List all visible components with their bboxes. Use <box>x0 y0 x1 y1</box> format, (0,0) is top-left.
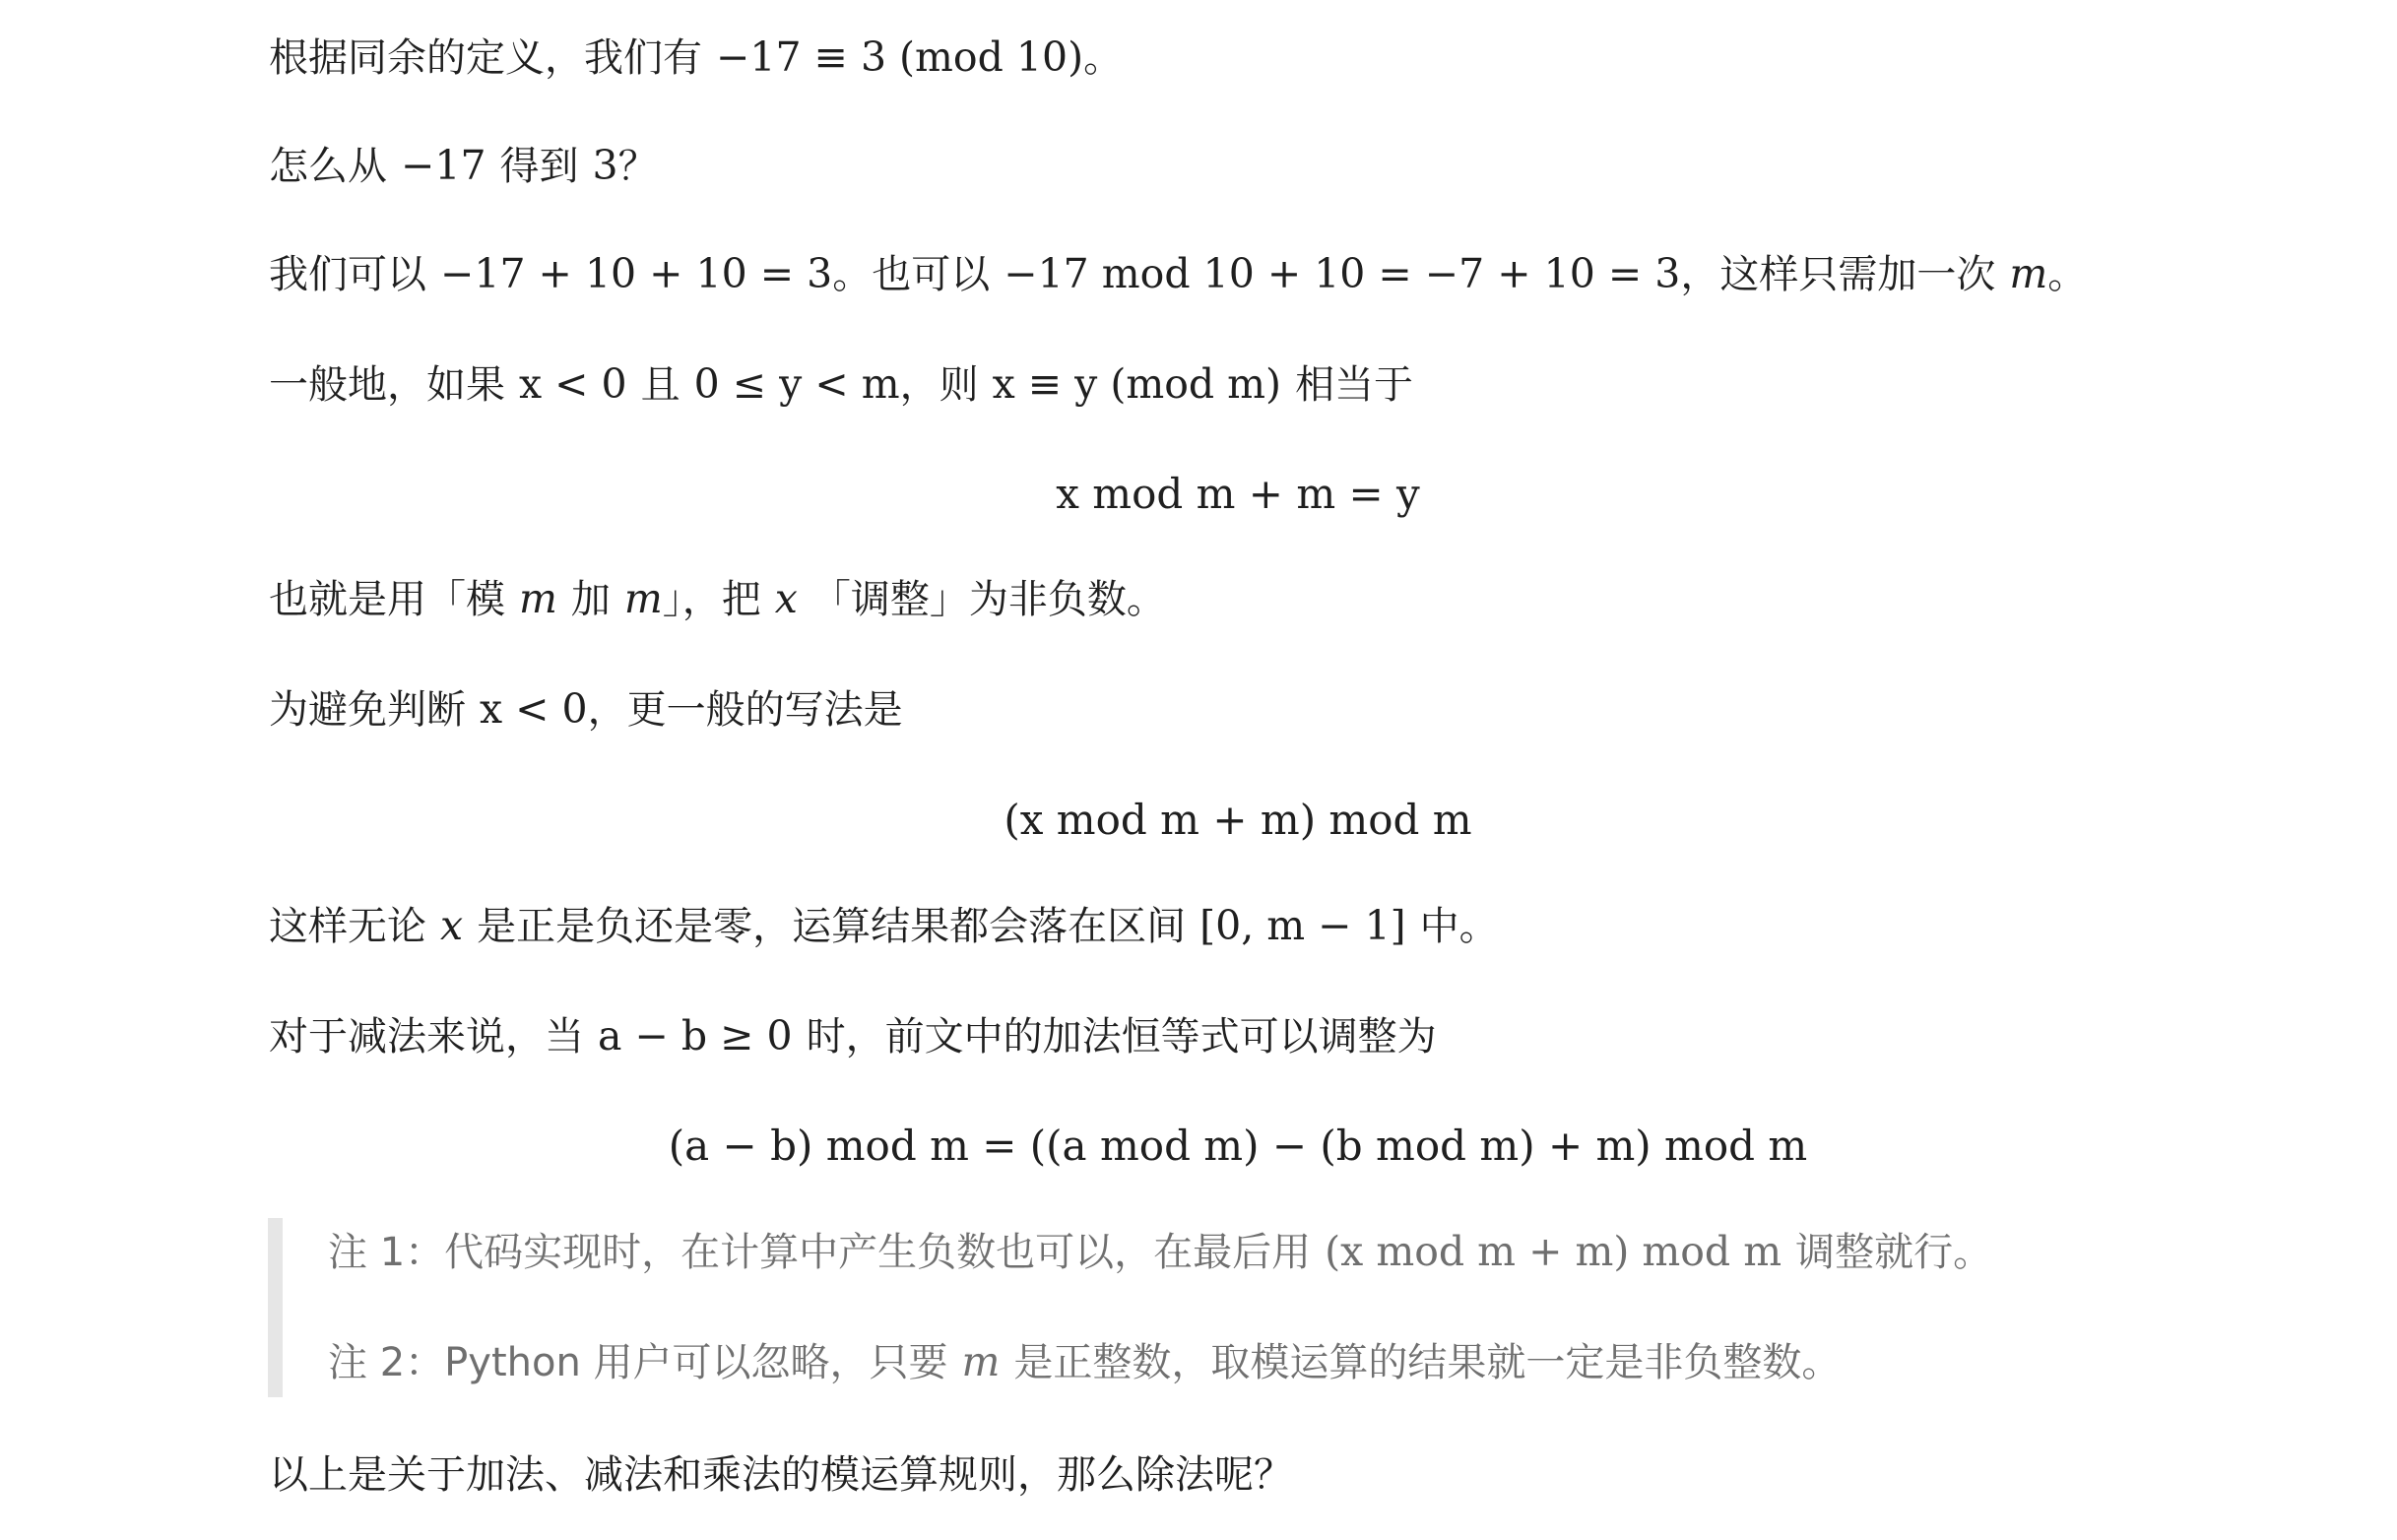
note: 注 1：代码实现时，在计算中产生负数也可以，在最后用 (x mod m + m) mod m 调整就行。 <box>328 1228 1993 1275</box>
note: 注 2：Python 用户可以忽略，只要 m 是正整数，取模运算的结果就一定是非负整数。 <box>328 1338 1842 1385</box>
math-inline: −17 mod 10 + 10 = −7 + 10 = 3 <box>1004 250 1681 297</box>
paragraph: 我们可以 −17 + 10 + 10 = 3。也可以 −17 mod 10 + 10 = −7 + 10 = 3，这样只需加一次 m。 <box>269 250 2088 297</box>
math-display: (a − b) mod m = ((a mod m) − (b mod m) + m) mod m <box>668 1122 1808 1170</box>
paragraph: 以上是关于加法、减法和乘法的模运算规则，那么除法呢？ <box>269 1452 1293 1498</box>
paragraph: 一般地，如果 x < 0 且 0 ≤ y < m，则 x ≡ y (mod m) 相当于 <box>269 360 1414 408</box>
math-inline: m <box>623 575 663 622</box>
math-inline: −17 <box>401 142 486 189</box>
paragraph: 为避免判断 x < 0，更一般的写法是 <box>269 685 903 733</box>
paragraph: 也就是用「模 m 加 m」，把 x 「调整」为非负数。 <box>269 575 1166 622</box>
math-inline: 3 <box>592 142 618 189</box>
math-inline: −17 + 10 + 10 = 3 <box>440 250 833 297</box>
blockquote-bar <box>268 1218 283 1397</box>
math-inline: x <box>774 575 798 622</box>
math-inline: x ≡ y (mod m) <box>992 360 1282 408</box>
paragraph: 怎么从 −17 得到 3？ <box>269 142 658 189</box>
math-inline: m <box>2009 250 2048 297</box>
math-inline: [0, m − 1] <box>1199 902 1406 949</box>
math-inline: a − b ≥ 0 <box>598 1012 793 1059</box>
paragraph: 这样无论 x 是正是负还是零，运算结果都会落在区间 [0, m − 1] 中。 <box>269 902 1499 949</box>
math-inline: (x mod m + m) mod m <box>1325 1228 1782 1275</box>
paragraph: 根据同余的定义，我们有 −17 ≡ 3 (mod 10)。 <box>269 33 1124 81</box>
math-inline: m <box>961 1338 1001 1385</box>
paragraph: 对于减法来说，当 a − b ≥ 0 时，前文中的加法恒等式可以调整为 <box>269 1012 1437 1059</box>
math-inline: 0 ≤ y < m <box>693 360 900 408</box>
math-inline: m <box>519 575 557 622</box>
math-inline: x <box>440 902 464 949</box>
math-inline: x < 0 <box>519 360 627 408</box>
math-inline: −17 ≡ 3 (mod 10) <box>716 33 1084 81</box>
math-inline: x < 0 <box>480 685 588 733</box>
math-display: (x mod m + m) mod m <box>1004 796 1472 844</box>
math-display: x mod m + m = y <box>1056 470 1420 518</box>
